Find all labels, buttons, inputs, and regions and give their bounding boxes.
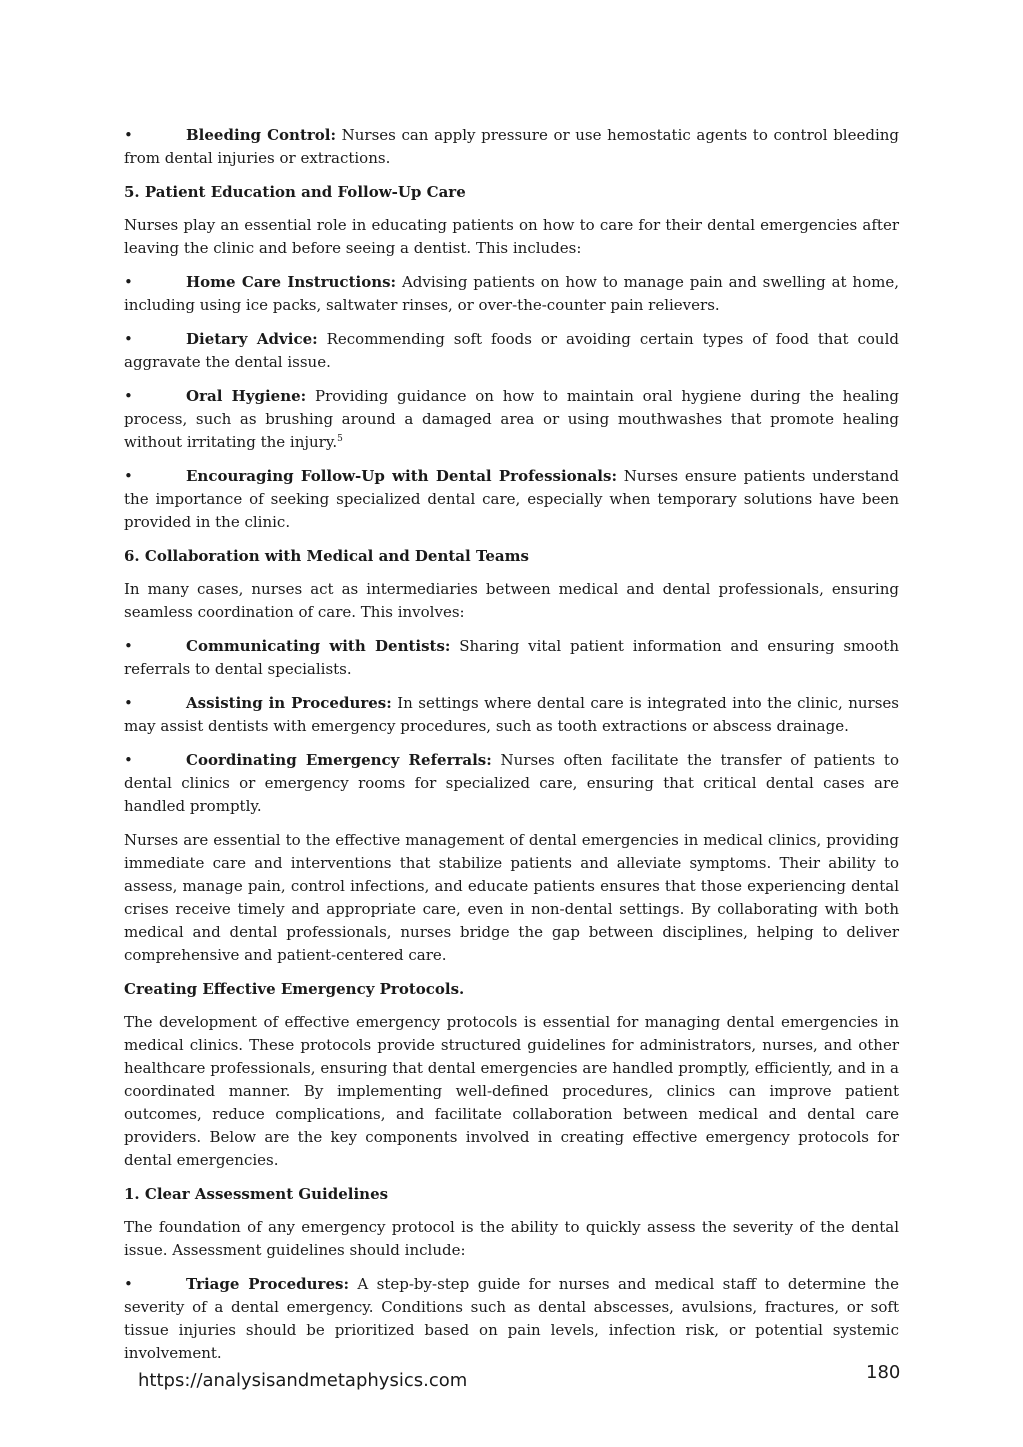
bullet-item	[124, 1273, 899, 1365]
section-heading: 5. Patient Education and Follow-Up Care	[124, 183, 466, 201]
bullet-item	[124, 328, 899, 374]
bullet-text: Sharing vital patient information and ensuring smooth referrals to dental specialists.	[124, 637, 899, 678]
bullet-icon: •	[124, 694, 133, 712]
bullet-item	[124, 124, 899, 170]
bullet-text: Nurses often facilitate the transfer of patients to dental clinics or emergency rooms for specialized care, ensuring that critical dental cases are handled promptly.	[124, 751, 899, 815]
bullet-term: Triage Procedures:	[186, 1275, 349, 1293]
page-number: 180	[866, 1362, 901, 1383]
footer-url[interactable]: https://analysisandmetaphysics.com	[138, 1370, 468, 1391]
bullet-item	[124, 635, 899, 681]
bullet-text: Advising patients on how to manage pain and swelling at home, including using ice packs, saltwater rinses, or over-the-counter pain relievers.	[124, 273, 899, 314]
body-paragraph: The development of effective emergency protocols is essential for managing dental emergencies in medical clinics. These protocols provide structured guidelines for administrators, nurses, and other healthcare professionals, ensuring that dental emergencies are handled promptly, efficiently, and in a coordinated manner. By implementing well-defined procedures, clinics can improve patient outcomes, reduce complications, and facilitate collaboration between medical and dental care providers. Below are the key components involved in creating effective emergency protocols for dental emergencies.	[124, 1013, 899, 1169]
bullet-text: In settings where dental care is integrated into the clinic, nurses may assist dentists with emergency procedures, such as tooth extractions or abscess drainage.	[124, 694, 899, 735]
bullet-item	[124, 385, 899, 454]
bullet-item	[124, 692, 899, 738]
bullet-text: Nurses ensure patients understand the importance of seeking specialized dental care, especially when temporary solutions have been provided in the clinic.	[124, 467, 899, 531]
bullet-term: Dietary Advice:	[186, 330, 318, 348]
body-paragraph: Nurses are essential to the effective management of dental emergencies in medical clinics, providing immediate care and interventions that stabilize patients and alleviate symptoms. Their ability to assess, manage pain, control infections, and educate patients ensures that those experiencing dental crises receive timely and appropriate care, even in non-dental settings. By collaborating with both medical and dental professionals, nurses bridge the gap between disciplines, helping to deliver comprehensive and patient-centered care.	[124, 831, 899, 964]
bullet-item	[124, 465, 899, 534]
bullet-icon: •	[124, 273, 133, 291]
section-heading: 6. Collaboration with Medical and Dental Teams	[124, 547, 529, 565]
body-paragraph: The foundation of any emergency protocol is the ability to quickly assess the severity of the dental issue. Assessment guidelines should include:	[124, 1218, 899, 1259]
bullet-icon: •	[124, 1275, 133, 1293]
bullet-item	[124, 749, 899, 818]
bullet-term: Home Care Instructions:	[186, 273, 397, 291]
bullet-text: Nurses can apply pressure or use hemostatic agents to control bleeding from dental injuries or extractions.	[124, 126, 900, 167]
body-paragraph: In many cases, nurses act as intermediaries between medical and dental professionals, ensuring seamless coordination of care. This involves:	[124, 580, 899, 621]
bullet-term: Communicating with Dentists:	[186, 637, 451, 655]
document-body	[124, 124, 899, 1376]
body-paragraph: Nurses play an essential role in educating patients on how to care for their dental emergencies after leaving the clinic and before seeing a dentist. This includes:	[124, 216, 899, 257]
section-heading: Creating Effective Emergency Protocols.	[124, 980, 465, 998]
bullet-term: Encouraging Follow-Up with Dental Professionals:	[186, 467, 617, 485]
bullet-text: A step-by-step guide for nurses and medical staff to determine the severity of a dental emergency. Conditions such as dental abscesses, avulsions, fractures, or soft tissue injuries should be prioritized based on pain levels, infection risk, or potential systemic involvement.	[124, 1275, 899, 1362]
bullet-term: Assisting in Procedures:	[186, 694, 392, 712]
bullet-term: Coordinating Emergency Referrals:	[186, 751, 492, 769]
bullet-icon: •	[124, 387, 133, 405]
section-heading: 1. Clear Assessment Guidelines	[124, 1185, 389, 1203]
bullet-icon: •	[124, 126, 133, 144]
bullet-text: Providing guidance on how to maintain oral hygiene during the healing process, such as brushing around a damaged area or using mouthwashes that promote healing without irritating the injury.	[124, 387, 900, 451]
bullet-icon: •	[124, 637, 133, 655]
bullet-icon: •	[124, 467, 133, 485]
bullet-icon: •	[124, 751, 133, 769]
bullet-term: Bleeding Control:	[186, 126, 337, 144]
footnote-ref[interactable]: 5	[337, 434, 343, 444]
bullet-item	[124, 271, 899, 317]
bullet-term: Oral Hygiene:	[186, 387, 307, 405]
bullet-icon: •	[124, 330, 133, 348]
bullet-text: Recommending soft foods or avoiding certain types of food that could aggravate the dental issue.	[124, 330, 899, 371]
